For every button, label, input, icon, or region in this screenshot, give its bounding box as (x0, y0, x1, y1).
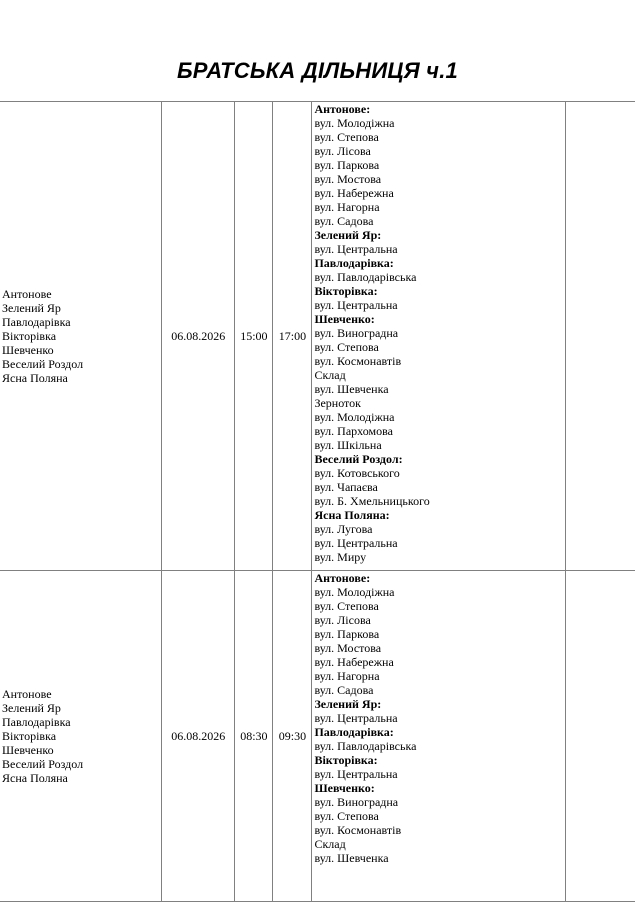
street-name: вул. Центральна (314, 298, 398, 312)
street-name: вул. Космонавтів (314, 354, 402, 368)
street-name: вул. Чапаєва (314, 480, 378, 494)
village-name: Шевченко (2, 743, 54, 757)
locality-heading: Зелений Яр: (314, 228, 382, 242)
street-name: вул. Шевченка (314, 382, 389, 396)
street-name: вул. Мостова (314, 641, 382, 655)
village-name: Павлодарівка (2, 715, 71, 729)
street-name: вул. Молодіжна (314, 410, 395, 424)
village-name: Вікторівка (2, 329, 57, 343)
street-name: вул. Лугова (314, 522, 373, 536)
street-name: Зерноток (314, 396, 361, 410)
table-row (0, 571, 635, 902)
outage-schedule-table (0, 101, 635, 902)
streets-cell (312, 102, 565, 571)
street-name: вул. Центральна (314, 711, 398, 725)
street-name: вул. Лісова (314, 144, 371, 158)
locality-heading: Павлодарівка: (314, 256, 394, 270)
street-name: вул. Центральна (314, 536, 398, 550)
locality-heading: Антонове: (314, 102, 371, 116)
village-name: Зелений Яр (2, 701, 61, 715)
locality-heading: Вікторівка: (314, 284, 378, 298)
street-name: вул. Центральна (314, 242, 398, 256)
street-name: вул. Нагорна (314, 200, 380, 214)
village-name: Шевченко (2, 343, 54, 357)
start-time-cell: 15:00 (235, 102, 273, 571)
end-time-cell: 17:00 (273, 102, 312, 571)
locality-heading: Павлодарівка: (314, 725, 394, 739)
village-name: Веселий Роздол (2, 357, 84, 371)
locality-heading: Вікторівка: (314, 753, 378, 767)
street-name: вул. Виноградна (314, 326, 399, 340)
street-name: вул. Павлодарівська (314, 739, 417, 753)
street-name: вул. Набережна (314, 186, 394, 200)
empty-cell (565, 102, 635, 571)
street-name: вул. Набережна (314, 655, 394, 669)
street-name: вул. Степова (314, 599, 379, 613)
village-name: Вікторівка (2, 729, 57, 743)
villages-cell (0, 102, 162, 571)
date-cell: 06.08.2026 (162, 571, 235, 902)
street-name: вул. Нагорна (314, 669, 380, 683)
date-cell: 06.08.2026 (162, 102, 235, 571)
street-name: вул. Шкільна (314, 438, 382, 452)
street-name: вул. Космонавтів (314, 823, 402, 837)
street-name: вул. Шевченка (314, 851, 389, 865)
village-name: Антонове (2, 687, 52, 701)
street-name: вул. Миру (314, 550, 367, 564)
locality-heading: Зелений Яр: (314, 697, 382, 711)
street-name: вул. Степова (314, 809, 379, 823)
street-name: вул. Центральна (314, 767, 398, 781)
end-time-cell: 09:30 (273, 571, 312, 902)
street-name: вул. Паркова (314, 158, 380, 172)
locality-heading: Ясна Поляна: (314, 508, 390, 522)
street-name: Склад (314, 837, 346, 851)
empty-cell (565, 571, 635, 902)
street-name: вул. Б. Хмельницького (314, 494, 430, 508)
street-name: вул. Виноградна (314, 795, 399, 809)
street-name: Склад (314, 368, 346, 382)
street-name: вул. Паркова (314, 627, 380, 641)
street-name: вул. Степова (314, 130, 379, 144)
village-name: Ясна Поляна (2, 371, 68, 385)
street-name: вул. Лісова (314, 613, 371, 627)
street-name: вул. Садова (314, 683, 374, 697)
village-name: Павлодарівка (2, 315, 71, 329)
street-name: вул. Молодіжна (314, 116, 395, 130)
street-name: вул. Садова (314, 214, 374, 228)
table-row (0, 102, 635, 571)
street-name: вул. Павлодарівська (314, 270, 417, 284)
villages-cell (0, 571, 162, 902)
village-name: Ясна Поляна (2, 771, 68, 785)
locality-heading: Антонове: (314, 571, 371, 585)
page-title: БРАТСЬКА ДІЛЬНИЦЯ ч.1 (177, 58, 458, 83)
village-name: Зелений Яр (2, 301, 61, 315)
village-name: Антонове (2, 287, 52, 301)
street-name: вул. Мостова (314, 172, 382, 186)
village-name: Веселий Роздол (2, 757, 84, 771)
locality-heading: Шевченко: (314, 781, 375, 795)
start-time-cell: 08:30 (235, 571, 273, 902)
street-name: вул. Молодіжна (314, 585, 395, 599)
street-name: вул. Котовського (314, 466, 400, 480)
locality-heading: Веселий Роздол: (314, 452, 403, 466)
streets-cell (312, 571, 565, 902)
street-name: вул. Пархомова (314, 424, 393, 438)
street-name: вул. Степова (314, 340, 379, 354)
locality-heading: Шевченко: (314, 312, 375, 326)
